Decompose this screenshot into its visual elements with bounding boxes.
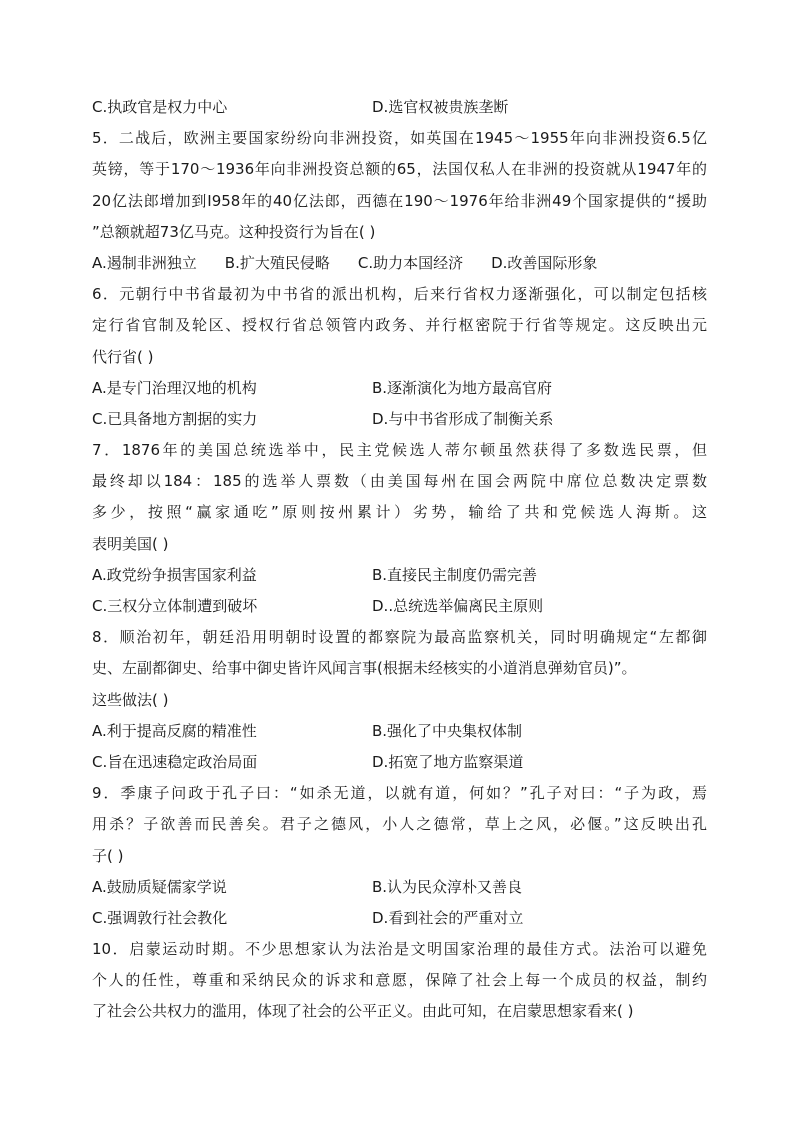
q8-option-d: D.拓宽了地方监察渠道 bbox=[372, 752, 524, 771]
q5-option-a: A.遏制非洲独立 bbox=[92, 253, 197, 272]
q7-stem-line: 最终却以184：185的选举人票数（由美国每州在国会两院中席位总数决定票数 bbox=[92, 472, 707, 491]
q7-stem-line: 表明美国( ) bbox=[92, 534, 169, 553]
q5-option-b: B.扩大殖民侵略 bbox=[224, 253, 330, 272]
q8-options-cd bbox=[92, 747, 707, 778]
q8-option-a: A.利于提高反腐的精准性 bbox=[92, 721, 257, 740]
q9-option-d: D.看到社会的严重对立 bbox=[372, 908, 524, 927]
q10-stem-line: 10．启蒙运动时期。不少思想家认为法治是文明国家治理的最佳方式。法治可以避免 bbox=[92, 940, 707, 959]
q9-stem-line: 9．季康子问政于孔子曰：“如杀无道，以就有道，何如？”孔子对曰：“子为政，焉 bbox=[92, 784, 707, 803]
q5-stem-line: 20亿法郎增加到I958年的40亿法郎，西德在190～1976年给非洲49个国家提供的“援助 bbox=[92, 191, 707, 210]
q4-option-d: D.选官权被贵族垄断 bbox=[372, 98, 509, 116]
q6-stem-line: 6．元朝行中书省最初为中书省的派出机构，后来行省权力逐渐强化，可以制定包括核 bbox=[92, 285, 707, 304]
q9-option-c: C.强调敦行社会教化 bbox=[92, 908, 228, 927]
q9-options-cd bbox=[92, 903, 707, 934]
q5-option-d: D.改善国际形象 bbox=[491, 253, 598, 272]
q9-options-ab bbox=[92, 872, 707, 903]
exam-page bbox=[92, 92, 707, 1028]
q6-option-c: C.已具备地方割据的实力 bbox=[92, 409, 258, 428]
q10-stem-line: 个人的任性，尊重和采纳民众的诉求和意愿，保障了社会上每一个成员的权益，制约 bbox=[92, 971, 707, 990]
q5-option-c: C.助力本国经济 bbox=[357, 253, 464, 272]
question-7 bbox=[92, 435, 707, 622]
q9-option-b: B.认为民众淳朴又善良 bbox=[372, 877, 523, 896]
q4-options-cd bbox=[92, 92, 707, 123]
q10-stem-line: 了社会公共权力的滥用，体现了社会的公平正义。由此可知，在启蒙思想家看来( ) bbox=[92, 1002, 634, 1021]
q8-options-ab bbox=[92, 716, 707, 747]
q6-option-d: D.与中书省形成了制衡关系 bbox=[372, 409, 554, 428]
q6-stem-line: 定行省官制及轮区、授权行省总领管内政务、并行枢密院于行省等规定。这反映出元 bbox=[92, 316, 707, 335]
q7-options-cd bbox=[92, 591, 707, 622]
q8-stem-line: 8．顺治初年，朝廷沿用明朝时设置的都察院为最高监察机关，同时明确规定“左都御 bbox=[92, 628, 707, 647]
q6-option-b: B.逐渐演化为地方最高官府 bbox=[372, 378, 553, 397]
q5-stem-line: 英镑，等于170～1936年向非洲投资总额的65，法国仅私人在非洲的投资就从1947年的 bbox=[92, 160, 707, 179]
q8-stem-line: 这些做法( ) bbox=[92, 690, 169, 709]
q7-options-ab bbox=[92, 560, 707, 591]
q8-option-c: C.旨在迅速稳定政治局面 bbox=[92, 752, 258, 771]
q7-option-d: D..总统选举偏离民主原则 bbox=[372, 597, 544, 615]
q5-stem-line: 5．二战后，欧洲主要国家纷纷向非洲投资，如英国在1945～1955年向非洲投资6.5亿 bbox=[92, 129, 707, 148]
q8-stem-line: 史、左副都御史、给事中御史皆许风闻言事(根据未经核实的小道消息弹劾官员)”。 bbox=[92, 659, 637, 678]
q7-stem-line: 多少，按照“赢家通吃”原则按州累计）劣势，输给了共和党候选人海斯。这 bbox=[92, 503, 707, 522]
q7-option-b: B.直接民主制度仍需完善 bbox=[372, 565, 538, 584]
question-5 bbox=[92, 123, 707, 279]
question-9 bbox=[92, 778, 707, 934]
q5-stem-line: ”总额就超73亿马克。这种投资行为旨在( ) bbox=[92, 222, 376, 241]
q8-option-b: B.强化了中央集权体制 bbox=[372, 721, 523, 740]
q7-stem-line: 7．1876年的美国总统选举中，民主党候选人蒂尔顿虽然获得了多数选民票，但 bbox=[92, 441, 707, 460]
q9-option-a: A.鼓励质疑儒家学说 bbox=[92, 877, 227, 896]
q6-option-a: A.是专门治理汉地的机构 bbox=[92, 378, 257, 397]
q7-option-a: A.政党纷争损害国家利益 bbox=[92, 565, 257, 584]
question-6 bbox=[92, 279, 707, 435]
q6-options-ab bbox=[92, 373, 707, 404]
q4-option-c: C.执政官是权力中心 bbox=[92, 98, 228, 116]
q6-options-cd bbox=[92, 404, 707, 435]
question-8 bbox=[92, 622, 707, 778]
q9-stem-line: 子( ) bbox=[92, 846, 124, 865]
q9-stem-line: 用杀？子欲善而民善矣。君子之德风，小人之德常，草上之风，必偃。”这反映出孔 bbox=[92, 815, 707, 834]
q7-option-c: C.三权分立体制遭到破坏 bbox=[92, 597, 258, 615]
q6-stem-line: 代行省( ) bbox=[92, 347, 154, 366]
q5-options bbox=[92, 248, 707, 279]
question-10 bbox=[92, 934, 707, 1028]
